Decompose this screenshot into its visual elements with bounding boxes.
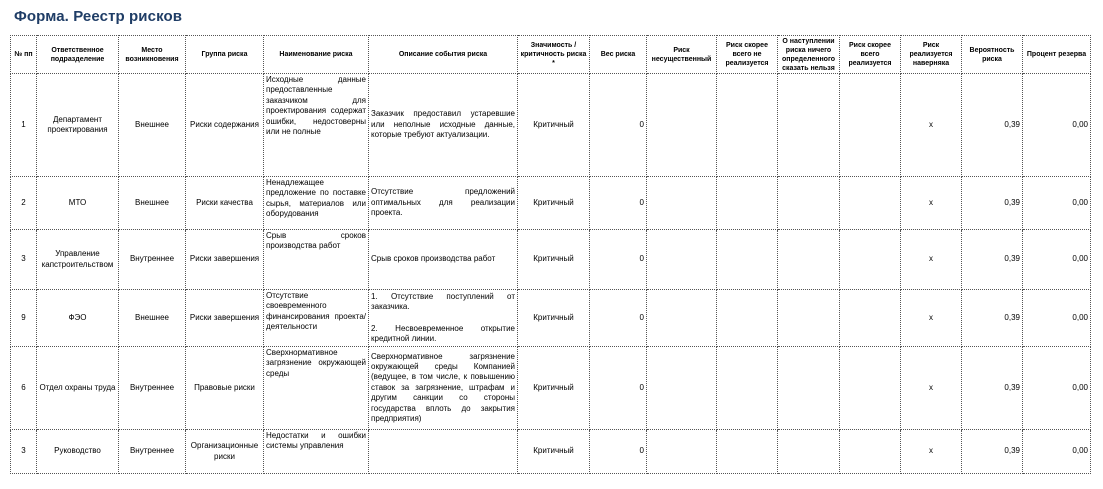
column-header: Наименование риска — [264, 36, 369, 74]
cell-number: 9 — [11, 290, 37, 347]
column-header: О наступлении риска ничего определенного сказать нельзя — [778, 36, 840, 74]
cell-risk-name: Отсутствие своевременного финансирования проекта/деятельности — [264, 290, 369, 347]
cell-certain-mark: x — [901, 177, 962, 230]
cell-risk-group: Организационные риски — [186, 430, 264, 474]
cell-place: Внутреннее — [119, 230, 186, 290]
column-header: Ответственное подразделение — [37, 36, 119, 74]
cell-uncertain — [778, 230, 840, 290]
cell-insignificant — [647, 177, 717, 230]
description-paragraph: 2. Несвоевременное открытие кредитной линии. — [371, 323, 515, 343]
cell-risk-name: Срыв сроков производства работ — [264, 230, 369, 290]
cell-department: ФЭО — [37, 290, 119, 347]
cell-risk-name: Ненадлежащее предложение по поставке сырья, материалов или оборудования — [264, 177, 369, 230]
cell-place: Внутреннее — [119, 347, 186, 430]
cell-likely — [840, 177, 901, 230]
cell-insignificant — [647, 290, 717, 347]
cell-risk-description — [369, 430, 518, 474]
cell-unlikely — [717, 74, 778, 177]
cell-certain-mark: x — [901, 430, 962, 474]
column-header: Риск скорее всего не реализуется — [717, 36, 778, 74]
cell-criticality: Критичный — [518, 430, 590, 474]
risk-register-table — [10, 35, 1091, 474]
cell-reserve-percent: 0,00 — [1023, 347, 1091, 430]
cell-place: Внешнее — [119, 290, 186, 347]
table-row — [11, 177, 1091, 230]
description-paragraph: Сверхнормативное загрязнение окружающей среды Компанией (ведущее, в том числе, к повышению ставок за загрязнение, штрафам и другим санкции со стороны государства вплоть до закрытия предприятия) — [371, 351, 515, 424]
cell-weight: 0 — [590, 177, 647, 230]
cell-number: 2 — [11, 177, 37, 230]
cell-unlikely — [717, 347, 778, 430]
cell-department: Отдел охраны труда — [37, 347, 119, 430]
cell-risk-group: Риски завершения — [186, 230, 264, 290]
cell-number: 3 — [11, 430, 37, 474]
column-header: Процент резерва — [1023, 36, 1091, 74]
cell-place: Внешнее — [119, 74, 186, 177]
column-header: Значимость / критичность риска * — [518, 36, 590, 74]
cell-probability: 0,39 — [962, 430, 1023, 474]
column-header: № пп — [11, 36, 37, 74]
cell-certain-mark: x — [901, 347, 962, 430]
table-row — [11, 430, 1091, 474]
cell-certain-mark: x — [901, 290, 962, 347]
page-title: Форма. Реестр рисков — [14, 8, 183, 25]
cell-department: Департамент проектирования — [37, 74, 119, 177]
column-header: Группа риска — [186, 36, 264, 74]
cell-insignificant — [647, 74, 717, 177]
table-row — [11, 290, 1091, 347]
cell-uncertain — [778, 290, 840, 347]
cell-risk-description — [369, 347, 518, 430]
cell-criticality: Критичный — [518, 177, 590, 230]
column-header: Описание события риска — [369, 36, 518, 74]
cell-unlikely — [717, 430, 778, 474]
cell-risk-group: Риски завершения — [186, 290, 264, 347]
cell-risk-group: Правовые риски — [186, 347, 264, 430]
cell-certain-mark: x — [901, 74, 962, 177]
cell-insignificant — [647, 230, 717, 290]
cell-probability: 0,39 — [962, 290, 1023, 347]
cell-unlikely — [717, 230, 778, 290]
cell-weight: 0 — [590, 290, 647, 347]
cell-insignificant — [647, 347, 717, 430]
cell-unlikely — [717, 177, 778, 230]
cell-reserve-percent: 0,00 — [1023, 230, 1091, 290]
column-header: Риск скорее всего реализуется — [840, 36, 901, 74]
cell-department: МТО — [37, 177, 119, 230]
cell-weight: 0 — [590, 430, 647, 474]
description-paragraph: 1. Отсутствие поступлений от заказчика. — [371, 291, 515, 312]
column-header: Риск несущественный — [647, 36, 717, 74]
column-header: Риск реализуется наверняка — [901, 36, 962, 74]
cell-criticality: Критичный — [518, 290, 590, 347]
cell-risk-description — [369, 177, 518, 230]
cell-likely — [840, 74, 901, 177]
cell-risk-group: Риски содержания — [186, 74, 264, 177]
cell-reserve-percent: 0,00 — [1023, 290, 1091, 347]
cell-criticality: Критичный — [518, 74, 590, 177]
cell-department: Управление капстроительством — [37, 230, 119, 290]
cell-risk-name: Недостатки и ошибки системы управления — [264, 430, 369, 474]
cell-criticality: Критичный — [518, 347, 590, 430]
description-paragraph: Заказчик предоставил устаревшие или неполные исходные данные, которые требуют актуализации. — [371, 109, 515, 140]
cell-probability: 0,39 — [962, 347, 1023, 430]
cell-number: 1 — [11, 74, 37, 177]
cell-uncertain — [778, 347, 840, 430]
table-row — [11, 74, 1091, 177]
cell-insignificant — [647, 430, 717, 474]
cell-uncertain — [778, 430, 840, 474]
cell-reserve-percent: 0,00 — [1023, 177, 1091, 230]
cell-uncertain — [778, 74, 840, 177]
cell-likely — [840, 230, 901, 290]
table-row — [11, 347, 1091, 430]
table-row — [11, 230, 1091, 290]
cell-criticality: Критичный — [518, 230, 590, 290]
cell-probability: 0,39 — [962, 177, 1023, 230]
column-header: Вероятность риска — [962, 36, 1023, 74]
cell-likely — [840, 347, 901, 430]
column-header: Вес риска — [590, 36, 647, 74]
cell-risk-name: Исходные данные предоставленные заказчиком для проектирования содержат ошибки, недостоверны или не полные — [264, 74, 369, 177]
cell-probability: 0,39 — [962, 74, 1023, 177]
description-paragraph: Срыв сроков производства работ — [371, 254, 496, 264]
description-paragraph: Отсутствие предложений оптимальных для реализации проекта. — [371, 187, 515, 218]
cell-reserve-percent: 0,00 — [1023, 74, 1091, 177]
cell-risk-group: Риски качества — [186, 177, 264, 230]
cell-risk-name: Сверхнормативное загрязнение окружающей среды — [264, 347, 369, 430]
cell-reserve-percent: 0,00 — [1023, 430, 1091, 474]
cell-weight: 0 — [590, 347, 647, 430]
cell-number: 3 — [11, 230, 37, 290]
cell-place: Внутреннее — [119, 430, 186, 474]
column-header: Место возникновения — [119, 36, 186, 74]
table-header-row — [11, 36, 1091, 74]
cell-risk-description — [369, 230, 518, 290]
cell-number: 6 — [11, 347, 37, 430]
cell-unlikely — [717, 290, 778, 347]
cell-place: Внешнее — [119, 177, 186, 230]
cell-probability: 0,39 — [962, 230, 1023, 290]
cell-weight: 0 — [590, 230, 647, 290]
cell-weight: 0 — [590, 74, 647, 177]
cell-certain-mark: x — [901, 230, 962, 290]
cell-department: Руководство — [37, 430, 119, 474]
cell-risk-description — [369, 74, 518, 177]
cell-likely — [840, 430, 901, 474]
cell-uncertain — [778, 177, 840, 230]
cell-risk-description — [369, 290, 518, 347]
cell-likely — [840, 290, 901, 347]
